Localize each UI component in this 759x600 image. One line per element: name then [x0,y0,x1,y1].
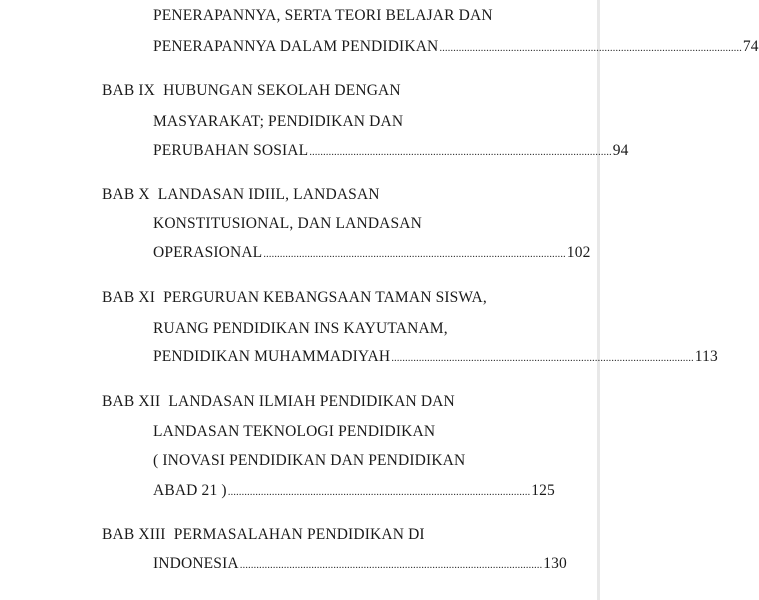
chapter-number: BAB IX [102,82,156,99]
toc-bab-ix-last-line[interactable] [153,141,629,161]
chapter-number: BAB XI [102,289,156,306]
page-number: 130 [543,555,567,572]
dot-leader: .............................................................................................................. [391,352,694,364]
page-number: 102 [566,244,591,261]
chapter-title: HUBUNGAN SEKOLAH DENGAN [163,82,401,99]
chapter-title: LANDASAN IDIIL, LANDASAN [157,186,380,203]
entry-text: PERUBAHAN SOSIAL [153,142,309,159]
page-number: 74 [742,38,759,55]
entry-text: INDONESIA [153,555,239,572]
page-edge [597,0,600,600]
toc-bab-x-line-2: KONSTITUSIONAL, DAN LANDASAN [153,215,422,232]
entry-text: OPERASIONAL [153,244,263,261]
toc-continued-last-line[interactable] [153,37,759,57]
chapter-title: PERGURUAN KEBANGSAAN TAMAN SISWA, [163,289,487,306]
chapter-number: BAB X [102,186,150,203]
toc-bab-xiii-heading[interactable] [102,525,425,545]
chapter-title: LANDASAN ILMIAH PENDIDIKAN DAN [168,393,455,410]
toc-bab-xi-line-2: RUANG PENDIDIKAN INS KAYUTANAM, [153,320,448,337]
dot-leader: .............................................................................................................. [227,486,531,498]
entry-text: ABAD 21 ) [153,482,227,499]
chapter-number: BAB XII [102,393,161,410]
toc-bab-xii-line-2: LANDASAN TEKNOLOGI PENDIDIKAN [153,423,436,440]
toc-bab-x-heading[interactable] [102,185,380,205]
toc-bab-ix-line-2: MASYARAKAT; PENDIDIKAN DAN [153,113,404,130]
toc-bab-xii-line-3: ( INOVASI PENDIDIKAN DAN PENDIDIKAN [153,452,466,469]
page-number: 94 [612,142,629,159]
toc-bab-xii-last-line[interactable] [153,481,555,501]
toc-bab-ix-heading[interactable] [102,81,401,101]
toc-continued-line-1: PENERAPANNYA, SERTA TEORI BELAJAR DAN [153,7,493,24]
chapter-title: PERMASALAHAN PENDIDIKAN DI [173,526,425,543]
entry-text: PENERAPANNYA DALAM PENDIDIKAN [153,38,439,55]
toc-bab-x-last-line[interactable] [153,243,591,263]
dot-leader: .............................................................................................................. [439,42,742,54]
toc-bab-xiii-last-line[interactable] [153,554,567,574]
dot-leader: .............................................................................................................. [263,248,566,260]
toc-bab-xi-last-line[interactable] [153,347,718,367]
entry-text: PENDIDIKAN MUHAMMADIYAH [153,348,391,365]
page-number: 113 [694,348,718,365]
toc-bab-xi-heading[interactable] [102,288,487,308]
dot-leader: .............................................................................................................. [309,146,612,158]
chapter-number: BAB XIII [102,526,166,543]
dot-leader: .............................................................................................................. [239,559,543,571]
toc-bab-xii-heading[interactable] [102,392,455,412]
page-number: 125 [531,482,555,499]
